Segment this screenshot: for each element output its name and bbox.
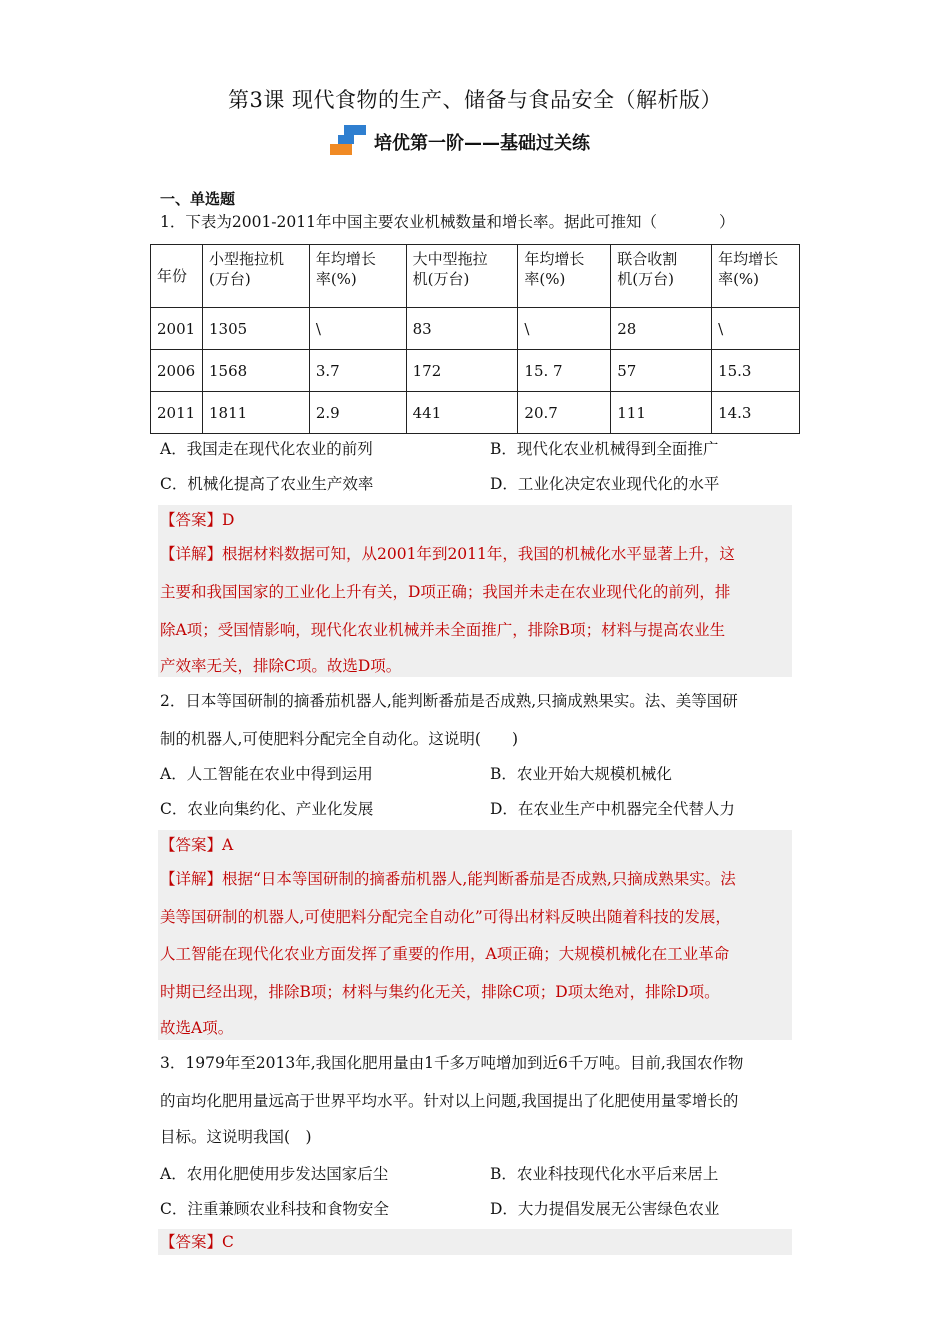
q3-option-b: B．农业科技现代化水平后来居上	[490, 1165, 719, 1183]
table-header-row	[151, 245, 800, 308]
document-title: 第3课 现代食物的生产、储备与食品安全（解析版）	[227, 88, 723, 112]
table-cell: \	[309, 308, 406, 350]
table-row	[151, 350, 800, 392]
q1-detail-line: 除A项；受国情影响，现代化农业机械并未全面推广，排除B项；材料与提高农业生	[160, 621, 726, 639]
q1-option-c: C．机械化提高了农业生产效率	[160, 475, 374, 493]
q3-option-d: D．大力提倡发展无公害绿色农业	[490, 1200, 720, 1218]
table-cell: 172	[406, 350, 518, 392]
table-row	[151, 392, 800, 434]
table-cell: 111	[611, 392, 712, 434]
table-cell: \	[518, 308, 611, 350]
table-header-cell: 联合收割 机(万台)	[611, 245, 712, 308]
q2-option-a: A．人工智能在农业中得到运用	[160, 765, 373, 783]
stair-logo-icon	[330, 125, 370, 159]
q1-option-b: B．现代化农业机械得到全面推广	[490, 440, 719, 458]
subtitle-banner	[330, 124, 590, 160]
table-cell: 3.7	[309, 350, 406, 392]
q1-option-d: D．工业化决定农业现代化的水平	[490, 475, 720, 493]
q2-answer: 【答案】A	[160, 836, 234, 854]
q2-detail-line: 人工智能在现代化农业方面发挥了重要的作用，A项正确；大规模机械化在工业革命	[160, 945, 730, 963]
q3-option-c: C．注重兼顾农业科技和食物安全	[160, 1200, 389, 1218]
q3-stem-line: 3．1979年至2013年,我国化肥用量由1千多万吨增加到近6千万吨。目前,我国农作物	[160, 1054, 744, 1072]
table-header-cell: 年份	[151, 245, 203, 308]
q1-detail-line: 主要和我国国家的工业化上升有关，D项正确；我国并未走在农业现代化的前列，排	[160, 583, 731, 601]
q1-detail-line: 【详解】根据材料数据可知，从2001年到2011年，我国的机械化水平显著上升，这	[160, 545, 735, 563]
section-title: 一、单选题	[160, 190, 236, 208]
table-cell: 2011	[151, 392, 203, 434]
table-cell: 1811	[202, 392, 309, 434]
table-header-cell: 小型拖拉机 (万台)	[202, 245, 309, 308]
table-cell: 14.3	[712, 392, 800, 434]
q2-option-c: C．农业向集约化、产业化发展	[160, 800, 374, 818]
table-cell: 1568	[202, 350, 309, 392]
table-cell: 83	[406, 308, 518, 350]
table-cell: 15.3	[712, 350, 800, 392]
q2-detail-line: 故选A项。	[160, 1019, 234, 1037]
subtitle-text: 培优第一阶——基础过关练	[374, 133, 590, 154]
q2-detail-line: 时期已经出现，排除B项；材料与集约化无关，排除C项；D项太绝对，排除D项。	[160, 983, 720, 1001]
q1-detail-line: 产效率无关，排除C项。故选D项。	[160, 657, 402, 675]
table-header-cell: 年均增长 率(%)	[518, 245, 611, 308]
table-cell: 1305	[202, 308, 309, 350]
table-cell: 28	[611, 308, 712, 350]
table-cell: \	[712, 308, 800, 350]
q2-option-b: B．农业开始大规模机械化	[490, 765, 672, 783]
table-header-cell: 年均增长 率(%)	[309, 245, 406, 308]
table-header-cell: 年均增长 率(%)	[712, 245, 800, 308]
q3-answer-box	[158, 1229, 792, 1255]
q2-stem-line: 制的机器人,可使肥料分配完全自动化。这说明( )	[160, 730, 519, 748]
q3-answer: 【答案】C	[160, 1233, 234, 1251]
q2-stem-line: 2．日本等国研制的摘番茄机器人,能判断番茄是否成熟,只摘成熟果实。法、美等国研	[160, 692, 738, 710]
q2-option-d: D．在农业生产中机器完全代替人力	[490, 800, 735, 818]
table-cell: 2006	[151, 350, 203, 392]
q2-detail-line: 【详解】根据“日本等国研制的摘番茄机器人,能判断番茄是否成熟,只摘成熟果实。法	[160, 870, 736, 888]
table-cell: 20.7	[518, 392, 611, 434]
q3-stem-line: 的亩均化肥用量远高于世界平均水平。针对以上问题,我国提出了化肥使用量零增长的	[160, 1092, 739, 1110]
table-cell: 441	[406, 392, 518, 434]
q1-answer: 【答案】D	[160, 511, 235, 529]
table-cell: 2001	[151, 308, 203, 350]
table-header-cell: 大中型拖拉 机(万台)	[406, 245, 518, 308]
q3-stem-line: 目标。这说明我国( )	[160, 1128, 312, 1146]
table-cell: 2.9	[309, 392, 406, 434]
table-cell: 57	[611, 350, 712, 392]
q1-option-a: A．我国走在现代化农业的前列	[160, 440, 373, 458]
q2-answer-box	[158, 830, 792, 1040]
table-row	[151, 308, 800, 350]
q1-stem: 1．下表为2001-2011年中国主要农业机械数量和增长率。据此可推知（ ）	[160, 213, 735, 231]
machinery-table	[150, 244, 800, 434]
q2-detail-line: 美等国研制的机器人,可使肥料分配完全自动化”可得出材料反映出随着科技的发展，	[160, 908, 731, 926]
q3-option-a: A．农用化肥使用步发达国家后尘	[160, 1165, 389, 1183]
table-cell: 15. 7	[518, 350, 611, 392]
